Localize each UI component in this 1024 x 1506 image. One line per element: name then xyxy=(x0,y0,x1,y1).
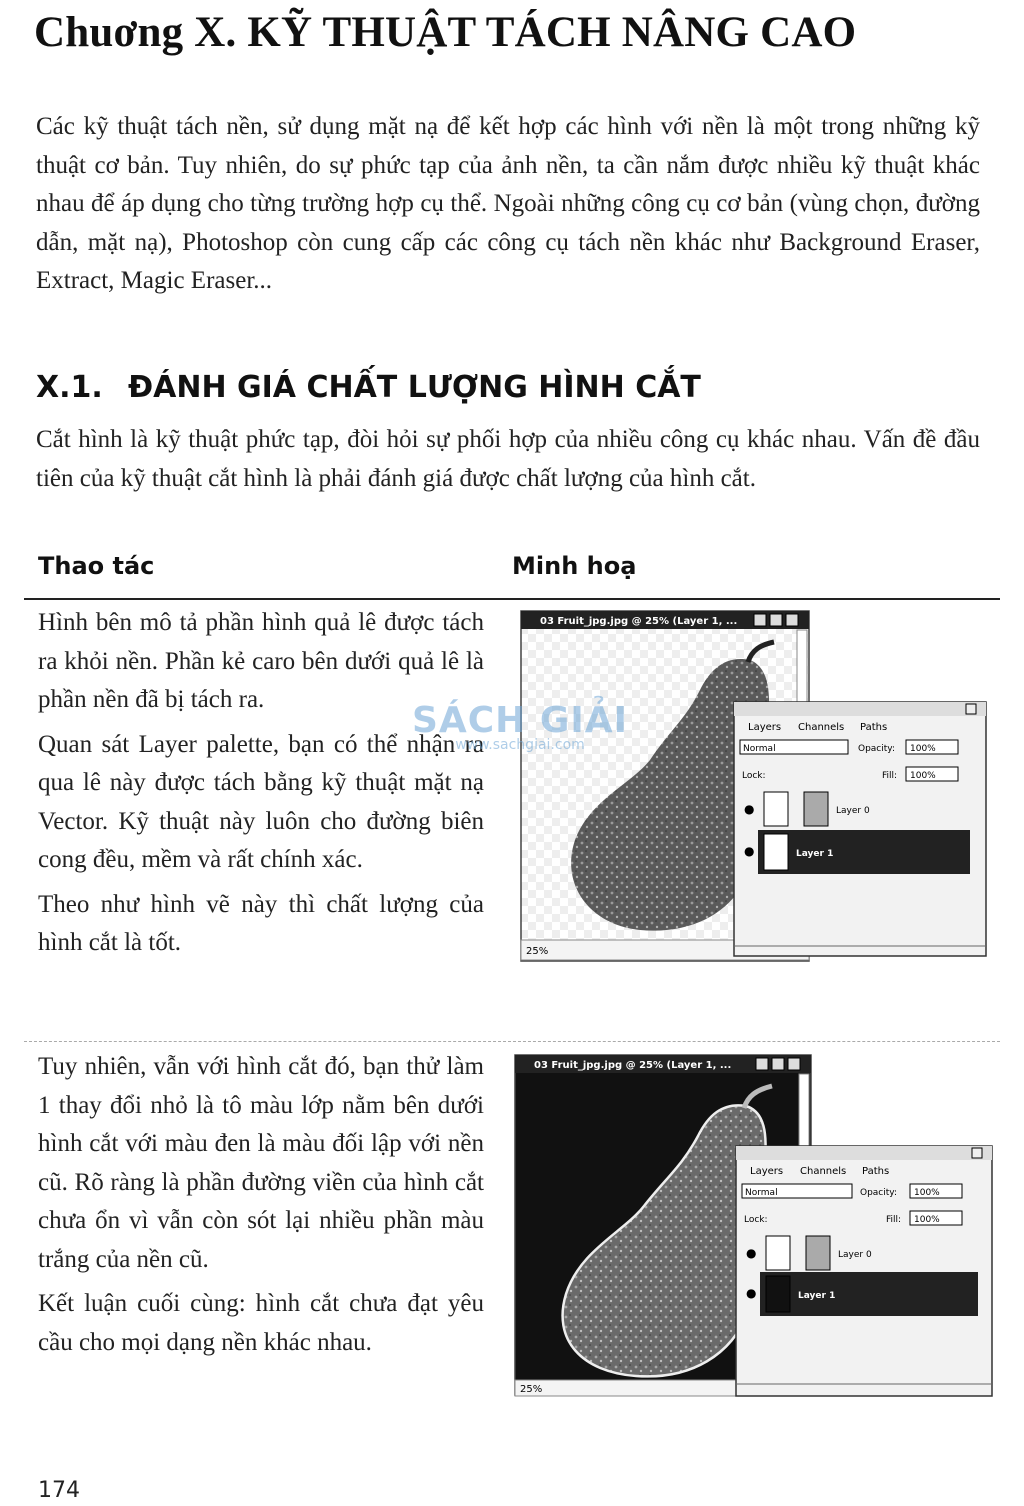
window-title: 03 Fruit_jpg.jpg @ 25% (Layer 1, ... xyxy=(540,616,738,627)
figure-pear-transparent xyxy=(520,610,990,966)
row-divider xyxy=(24,1041,1000,1042)
minimize-icon[interactable] xyxy=(754,614,766,626)
watermark-url: www.sachgiai.com xyxy=(455,737,585,753)
tab-paths[interactable]: Paths xyxy=(862,1166,890,1177)
window-title: 03 Fruit_jpg.jpg @ 25% (Layer 1, ... xyxy=(534,1060,732,1071)
blend-mode-value: Normal xyxy=(743,744,776,754)
tab-channels[interactable]: Channels xyxy=(798,722,845,733)
column-header-illustration: Minh hoạ xyxy=(512,552,637,580)
fill-label: Fill: xyxy=(886,1215,902,1225)
section-heading xyxy=(36,370,980,405)
eye-icon[interactable]: ● xyxy=(744,844,755,858)
tab-layers[interactable]: Layers xyxy=(748,722,782,733)
fill-value: 100% xyxy=(914,1215,940,1225)
opacity-value: 100% xyxy=(914,1188,940,1198)
palette-close-icon[interactable] xyxy=(966,704,976,714)
fill-value: 100% xyxy=(910,771,936,781)
tab-paths[interactable]: Paths xyxy=(860,722,888,733)
paragraph: Theo như hình vẽ này thì chất lượng của hình cắt là tốt. xyxy=(38,890,484,956)
watermark xyxy=(410,700,630,753)
zoom-level: 25% xyxy=(526,946,549,957)
section-title: ĐÁNH GIÁ CHẤT LƯỢNG HÌNH CẮT xyxy=(128,370,701,405)
lock-label: Lock: xyxy=(742,771,766,781)
close-icon[interactable] xyxy=(786,614,798,626)
opacity-label: Opacity: xyxy=(858,744,895,754)
paragraph: Kết luận cuối cùng: hình cắt chưa đạt yêu cầu cho mọi dạng nền khác nhau. xyxy=(38,1290,484,1356)
layer-row-1[interactable] xyxy=(746,1272,978,1316)
page-number: 174 xyxy=(38,1478,80,1503)
eye-icon[interactable]: ● xyxy=(746,1286,757,1300)
tab-channels[interactable]: Channels xyxy=(800,1166,847,1177)
table-row-2-text xyxy=(38,1048,484,1368)
layer-name: Layer 1 xyxy=(796,849,834,859)
table-row-1-text xyxy=(38,604,484,969)
layer-name: Layer 0 xyxy=(836,806,870,816)
lock-label: Lock: xyxy=(744,1215,768,1225)
watermark-brand: SÁCH GIẢI xyxy=(411,700,629,741)
maximize-icon[interactable] xyxy=(772,1058,784,1070)
tab-layers[interactable]: Layers xyxy=(750,1166,784,1177)
section-body: Cắt hình là kỹ thuật phức tạp, đòi hỏi sự phối hợp của nhiều công cụ khác nhau. Vấn đề đầu tiên của kỹ thuật cắt hình là phải đánh giá được chất lượng của hình cắt. xyxy=(36,426,980,492)
opacity-label: Opacity: xyxy=(860,1188,897,1198)
eye-icon[interactable]: ● xyxy=(746,1246,757,1260)
zoom-level: 25% xyxy=(520,1384,543,1395)
layer-name: Layer 1 xyxy=(798,1291,836,1301)
minimize-icon[interactable] xyxy=(756,1058,768,1070)
fill-label: Fill: xyxy=(882,771,898,781)
opacity-value: 100% xyxy=(910,744,936,754)
maximize-icon[interactable] xyxy=(770,614,782,626)
layers-palette xyxy=(734,702,986,956)
layer-row-1[interactable] xyxy=(744,830,970,874)
figure-pear-black xyxy=(514,1054,998,1400)
layer-name: Layer 0 xyxy=(838,1250,872,1260)
chapter-intro: Các kỹ thuật tách nền, sử dụng mặt nạ để kết hợp các hình với nền là một trong những kỹ thuật cơ bản. Tuy nhiên, do sự phức tạp của ảnh nền, ta cần nắm được nhiều kỹ thuật khác nhau để áp dụng cho từng trường hợp cụ thể. Ngoài những công cụ cơ bản (vùng chọn, đường dẫn, mặt nạ), Photoshop còn cung cấp các công cụ tách nền khác như Background Eraser, Extract, Magic Eraser... xyxy=(36,113,980,294)
close-icon[interactable] xyxy=(788,1058,800,1070)
eye-icon[interactable]: ● xyxy=(744,802,755,816)
palette-close-icon[interactable] xyxy=(972,1148,982,1158)
chapter-title: Chuơng X. KỸ THUẬT TÁCH NÂNG CAO xyxy=(34,9,857,56)
blend-mode-value: Normal xyxy=(745,1188,778,1198)
layers-palette xyxy=(736,1146,992,1396)
paragraph: Tuy nhiên, vẫn với hình cắt đó, bạn thử làm 1 thay đổi nhỏ là tô màu lớp nằm bên dưới hình cắt với màu đen là màu đối lập với nền cũ. Rõ ràng là phần đường viền của hình cắt chưa ổn vì vẫn còn sót lại nhiều phần màu trắng của nền cũ. xyxy=(38,1053,484,1273)
column-header-operation: Thao tác xyxy=(38,552,155,580)
paragraph: Quan sát Layer palette, bạn có thể nhận ra qua lê này được tách bằng kỹ thuật mặt nạ Vector. Kỹ thuật này luôn cho đường biên cong đều, mềm và rất chính xác. xyxy=(38,730,484,873)
table-header-rule xyxy=(24,598,1000,600)
section-number: X.1. xyxy=(36,370,103,405)
paragraph: Hình bên mô tả phần hình quả lê được tách ra khỏi nền. Phần kẻ caro bên dưới quả lê là phần nền đã bị tách ra. xyxy=(38,609,484,713)
